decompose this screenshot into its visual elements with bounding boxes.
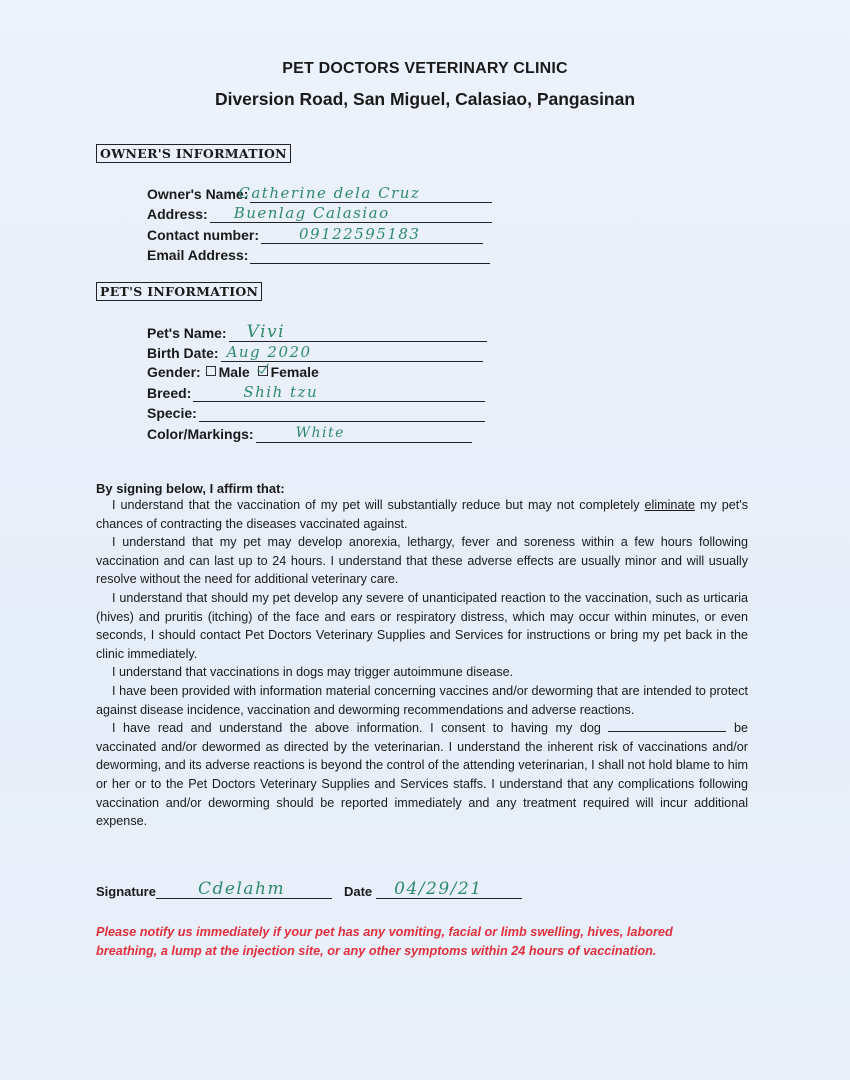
- color-markings-field[interactable]: [147, 423, 472, 443]
- birth-date-label: Birth Date:: [147, 345, 219, 361]
- clinic-name: PET DOCTORS VETERINARY CLINIC: [282, 60, 568, 77]
- specie-line[interactable]: [199, 403, 485, 422]
- color-markings-line[interactable]: [256, 424, 472, 443]
- owner-section-title: OWNER'S INFORMATION: [96, 144, 291, 163]
- birth-date-value: Aug 2020: [226, 343, 312, 361]
- signature-line[interactable]: [156, 880, 332, 899]
- affirmation-paragraph: [96, 496, 748, 533]
- date-label: Date: [343, 884, 373, 899]
- address-label: Address:: [147, 206, 208, 222]
- affirmation-paragraph: I understand that should my pet develop any severe of unanticipated reaction to the vaccination, such as urticaria (hives) and pruritis (itching) of the face and ears or respiratory distress, which may occur within minutes, or even seconds, I should contact Pet Doctors Veterinary Supplies and Services for instructions or bring my pet back in the clinic immediately.: [96, 590, 748, 661]
- address-line[interactable]: [210, 204, 492, 223]
- birth-date-line[interactable]: [221, 343, 483, 362]
- address-value: Buenlag Calasiao: [233, 204, 390, 222]
- contact-field[interactable]: [147, 224, 483, 244]
- signature-value: Cdelahm: [197, 879, 286, 899]
- contact-value: 09122595183: [299, 225, 421, 243]
- dog-name-blank[interactable]: [608, 721, 726, 732]
- signature-row: [96, 880, 522, 899]
- color-markings-label: Color/Markings:: [147, 426, 254, 442]
- color-markings-value: White: [295, 425, 345, 441]
- affirmation-text: my pet's chances of contracting the diseases vaccinated against.: [96, 498, 749, 531]
- breed-label: Breed:: [147, 385, 192, 401]
- address-field[interactable]: [147, 203, 492, 223]
- breed-line[interactable]: [193, 383, 485, 402]
- specie-field[interactable]: [147, 402, 485, 422]
- birth-date-field[interactable]: [147, 342, 483, 362]
- affirmation-heading: By signing below, I affirm that:: [96, 481, 285, 496]
- email-label: Email Address:: [147, 247, 249, 263]
- vaccination-notice: Please notify us immediately if your pet has any vomiting, facial or limb swelling, hives, labored breathing, a lump at the injection site, or any other symptoms within 24 hours of vaccination.: [96, 925, 673, 958]
- contact-line[interactable]: [261, 225, 483, 244]
- affirmation-text: I understand that the vaccination of my pet will substantially reduce but may not completely: [112, 498, 640, 512]
- specie-label: Specie:: [147, 405, 197, 421]
- breed-field[interactable]: [147, 382, 485, 402]
- gender-label: Gender:: [147, 364, 201, 380]
- affirmation-paragraph: I understand that vaccinations in dogs may trigger autoimmune disease.: [112, 665, 514, 680]
- gender-female-checkbox[interactable]: [258, 366, 268, 376]
- date-value: 04/29/21: [394, 879, 483, 899]
- gender-male-checkbox[interactable]: [206, 366, 216, 376]
- pet-section-title: PET'S INFORMATION: [96, 282, 262, 301]
- owner-name-label: Owner's Name:: [147, 186, 249, 202]
- clinic-address: Diversion Road, San Miguel, Calasiao, Pangasinan: [214, 89, 636, 109]
- email-line[interactable]: [250, 245, 490, 264]
- gender-male-label: Male: [218, 364, 250, 380]
- pet-name-line[interactable]: [229, 323, 487, 342]
- affirmation-underlined-word: eliminate: [644, 498, 695, 512]
- email-field[interactable]: [147, 244, 490, 264]
- gender-field: [147, 364, 319, 380]
- owner-name-field[interactable]: [147, 183, 492, 203]
- pet-name-value: Vivi: [246, 322, 286, 342]
- signature-label: Signature: [96, 884, 156, 899]
- affirmation-text: be vaccinated and/or dewormed as directed by the veterinarian. I understand the inherent risk of vaccinations and/or deworming, and its adverse reactions is beyond the control of the attending veterinarian, I shall not hold blame to him or her or to the Pet Doctors Veterinary Supplies and Services staffs. I understand that any complications following vaccination and/or deworming should be reported immediately and any treatment required will incur additional expense.: [96, 721, 748, 829]
- affirmation-paragraph: I have been provided with information material concerning vaccines and/or deworming that are intended to protect against disease incidence, vaccination and deworming recommendations and adverse reactions.: [96, 683, 748, 717]
- pet-name-label: Pet's Name:: [147, 325, 227, 341]
- owner-name-value: Catherine dela Cruz: [238, 184, 421, 202]
- contact-label: Contact number:: [147, 227, 259, 243]
- pet-name-field[interactable]: [147, 322, 487, 342]
- affirmation-paragraph: [96, 719, 748, 831]
- owner-name-line[interactable]: [238, 184, 492, 203]
- affirmation-body: [96, 496, 748, 831]
- date-line[interactable]: [376, 880, 522, 899]
- breed-value: Shih tzu: [243, 383, 319, 401]
- affirmation-paragraph: I understand that my pet may develop anorexia, lethargy, fever and soreness within a few hours following vaccination and can last up to 24 hours. I understand that these adverse effects are usually minor and will usually resolve without the need for additional veterinary care.: [96, 535, 748, 587]
- gender-female-label: Female: [270, 364, 319, 380]
- affirmation-text: I have read and understand the above information. I consent to having my dog: [112, 721, 609, 736]
